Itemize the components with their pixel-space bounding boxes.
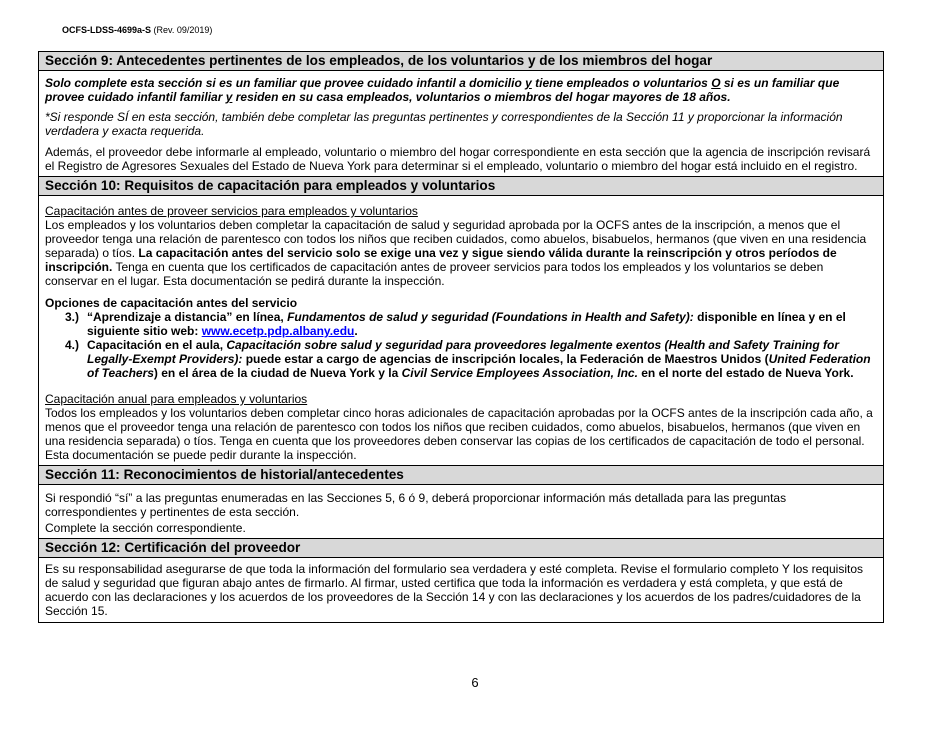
text-italic: Fundamentos de salud y seguridad (Foundations in Health and Safety): — [287, 310, 694, 324]
text-italic: Capacitación sobre salud y seguridad para proveedores legalmente exentos (Health and Safety Training for Legally-Exempt Providers): — [87, 338, 840, 366]
option-text — [87, 310, 877, 338]
text-italic: Civil Service Employees Association, Inc. — [401, 366, 638, 380]
section-9-body — [39, 71, 883, 177]
text: ) en el área de la ciudad de Nueva York y la — [153, 366, 402, 380]
training-option-online — [65, 310, 877, 338]
section-9-registry-notice: Además, el proveedor debe informarle al empleado, voluntario o miembro del hogar correspondiente en esta sección que la agencia de inscripción revisará el Registro de Agresores Sexuales del Estado de Nueva York para determinar si el empleado, voluntario o miembro del hogar está incluido en el registro. — [45, 145, 871, 173]
section-12-text: Es su responsabilidad asegurarse de que toda la información del formulario sea verdadera y esté completa. Revise el formulario completo Y los requisitos de salud y seguridad que figuran abajo antes de firmarlo. Al firmar, usted certifica que toda la información es verdadera y está completa, y que está de acuerdo con las declaraciones y los acuerdos de los proveedores de la Sección 14 y con las declaraciones y los acuerdos de los padres/cuidadores de la Sección 15. — [45, 562, 863, 618]
section-11-text: Si respondió “sí” a las preguntas enumeradas en las Secciones 5, 6 ó 9, deberá proporcionar información más detallada para las preguntas correspondientes y pertinentes de esta sección. — [45, 491, 787, 519]
option-number: 4.) — [65, 338, 80, 352]
section-10-body — [39, 196, 883, 466]
section-12-title: Sección 12: Certificación del proveedor — [39, 539, 883, 558]
text: Capacitación en el aula, — [87, 338, 227, 352]
text: “Aprendizaje a distancia” en línea, — [87, 310, 288, 324]
text: Los empleados y los voluntarios deben completar la capacitación de salud y seguridad aprobada por la OCFS antes de la inscripción, a menos que el proveedor tenga una relación de parentesco con todos los niños que reciben cuidados, como abuelos, bisabuelos, hermanos (que viven en una residencia separada) o tíos. — [45, 218, 867, 260]
page-number: 6 — [471, 675, 479, 690]
form-sections — [38, 51, 884, 623]
section-10-preservice-text — [45, 218, 877, 288]
section-9-note: *Si responde SÍ en esta sección, también debe completar las preguntas pertinentes y correspondientes de la Sección 11 y proporcionar la información verdadera y exacta requerida. — [45, 110, 843, 138]
text: . — [354, 324, 358, 338]
text: si es un familiar que provee cuidado infantil familiar — [45, 76, 840, 104]
text: Solo complete esta sección si es un familiar que provee cuidado infantil a domicilio — [45, 76, 526, 90]
section-10-title: Sección 10: Requisitos de capacitación para empleados y voluntarios — [39, 177, 883, 196]
section-11-title: Sección 11: Reconocimientos de historial/antecedentes — [39, 466, 883, 485]
text: residen en su casa empleados, voluntarios o miembros del hogar mayores de 18 años. — [232, 90, 731, 104]
section-9-title: Sección 9: Antecedentes pertinentes de los empleados, de los voluntarios y de los miembros del hogar — [39, 52, 883, 71]
text: disponible en línea y en el siguiente sitio web: — [87, 310, 846, 338]
section-11-instruction: Complete la sección correspondiente. — [45, 521, 246, 535]
text: Tenga en cuenta que los certificados de capacitación antes de proveer servicios para todos los empleados y los voluntarios se deben conservar en el lugar. Esta documentación se pedirá durante la inspección. — [45, 260, 824, 288]
form-id: OCFS-LDSS-4699a-S — [62, 25, 152, 35]
ecetp-link[interactable]: www.ecetp.pdp.albany.edu — [201, 324, 355, 338]
section-12-body — [39, 558, 883, 623]
section-11-body — [39, 485, 883, 539]
text: tiene empleados o voluntarios — [531, 76, 712, 90]
section-9-instructions — [45, 76, 877, 104]
text-italic: United Federation of Teachers — [87, 352, 871, 380]
training-options-list — [45, 310, 877, 380]
text-emphasis: y — [525, 76, 532, 90]
training-option-classroom — [65, 338, 877, 380]
option-number: 3.) — [65, 310, 80, 324]
text-emphasis: O — [711, 76, 721, 90]
text: puede estar a cargo de agencias de inscripción locales, la Federación de Maestros Unidos ( — [242, 352, 769, 366]
training-options-heading: Opciones de capacitación antes del servicio — [45, 296, 298, 310]
option-text — [87, 338, 877, 380]
text: en el norte del estado de Nueva York. — [637, 366, 854, 380]
section-10-annual-text: Todos los empleados y los voluntarios deben completar cinco horas adicionales de capacitación aprobadas por la OCFS antes de la inscripción cada año, a menos que el proveedor tenga una relación de parentesco con todos los niños que reciben cuidados, como abuelos, bisabuelos, hermanos (que viven en una residencia separada) o tíos. Tenga en cuenta que los proveedores deben conservar las copias de los certificados de capacitación de todo el personal. Esta documentación se puede pedir durante la inspección. — [45, 406, 873, 462]
form-header — [62, 25, 212, 35]
form-revision: (Rev. 09/2019) — [153, 25, 213, 35]
text-bold: La capacitación antes del servicio solo se exige una vez y sigue siendo válida durante la reinscripción y otros períodos de inscripción. — [45, 246, 837, 274]
text-emphasis: y — [225, 90, 233, 104]
section-10-subheading-preservice: Capacitación antes de proveer servicios para empleados y voluntarios — [45, 204, 418, 218]
section-10-subheading-annual: Capacitación anual para empleados y voluntarios — [45, 392, 308, 406]
